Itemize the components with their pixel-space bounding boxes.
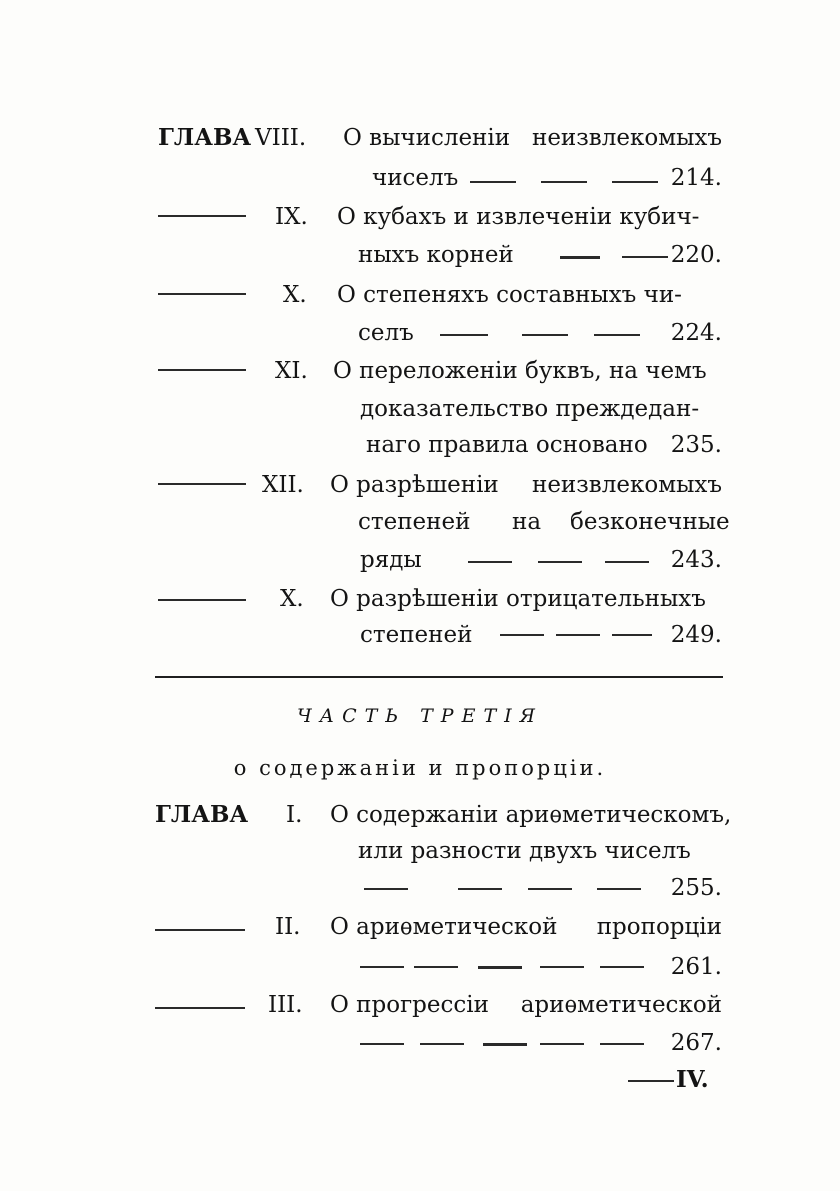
ditto-dash [158,215,246,217]
entry-text: О содержаніи ариѳметическомъ, [330,802,732,828]
page-number: 255. [670,875,722,901]
leader-dash [360,1043,404,1045]
ditto-dash [155,929,245,931]
ditto-dash [158,483,246,485]
entry-text: О вычисленіи [343,125,511,151]
entry-text: ряды [360,547,422,573]
chapter-numeral: II. [275,914,301,940]
leader-dash [556,634,600,636]
entry-text: ариѳметической [520,992,722,1018]
leader-dash [414,966,458,968]
chapter-numeral: XI. [275,358,308,384]
page-number: 243. [670,547,722,573]
ditto-dash [158,369,246,371]
ditto-dash [158,293,246,295]
leader-dash [470,181,516,183]
entry-text: чиселъ [372,165,459,191]
chapter-numeral: XII. [262,472,304,498]
chapter-numeral: X. [283,282,307,308]
entry-text: неизвлекомыхъ [531,125,722,151]
part-title: ЧАСТЬ ТРЕТІЯ [297,705,543,727]
leader-dash [540,1043,584,1045]
leader-dash [522,334,568,336]
chapter-numeral: X. [280,586,304,612]
page-number: 261. [670,954,722,980]
page-number: 214. [670,165,722,191]
entry-text: степеней [358,509,471,535]
part-subtitle: о содержаніи и пропорціи. [233,756,607,780]
entry-text: пропорціи [596,914,722,940]
leader-dash [540,966,584,968]
ditto-dash [158,599,246,601]
entry-text: степеней [360,622,473,648]
entry-text: О кубахъ и извлеченіи кубич- [337,204,700,230]
chapter-label: ГЛАВА [155,801,249,828]
page-number: 224. [670,320,722,346]
chapter-numeral: III. [268,992,303,1018]
leader-dash [500,634,544,636]
page-number: 235. [670,432,722,458]
page-number: 249. [670,622,722,648]
leader-dash [483,1043,527,1046]
catchword-dash [628,1080,674,1082]
entry-text: доказательство преждедан- [360,396,700,422]
leader-dash [560,256,600,259]
leader-dash [360,966,404,968]
entry-text: О разрѣшеніи [330,472,499,498]
chapter-label: ГЛАВА [158,124,252,151]
entry-text: безконечные [570,509,730,535]
catchword: IV. [676,1066,709,1093]
ditto-dash [155,1007,245,1009]
leader-dash [420,1043,464,1045]
entry-text: О степеняхъ составныхъ чи- [337,282,682,308]
entry-text: селъ [358,320,414,346]
entry-text: или разности двухъ чиселъ [358,838,691,864]
chapter-numeral: I. [286,802,303,828]
page-number: 267. [670,1030,722,1056]
entry-text: неизвлекомыхъ [531,472,722,498]
page-number: 220. [670,242,722,268]
chapter-numeral: VIII. [255,125,307,151]
chapter-numeral: IX. [275,204,308,230]
entry-text: О ариѳметической [330,914,558,940]
entry-text: О переложеніи буквъ, на чемъ [333,358,707,384]
leader-dash [538,561,582,563]
leader-dash [364,888,408,890]
entry-text: наго правила основано [366,432,648,458]
entry-text: О прогрессіи [330,992,489,1018]
entry-text: ныхъ корней [358,242,514,268]
leader-dash [478,966,522,969]
leader-dash [468,561,512,563]
entry-text: на [512,509,542,535]
entry-text: О разрѣшеніи отрицательныхъ [330,586,706,612]
leader-dash [440,334,488,336]
section-rule [155,676,723,678]
leader-dash [541,181,587,183]
leader-dash [528,888,572,890]
leader-dash [458,888,502,890]
